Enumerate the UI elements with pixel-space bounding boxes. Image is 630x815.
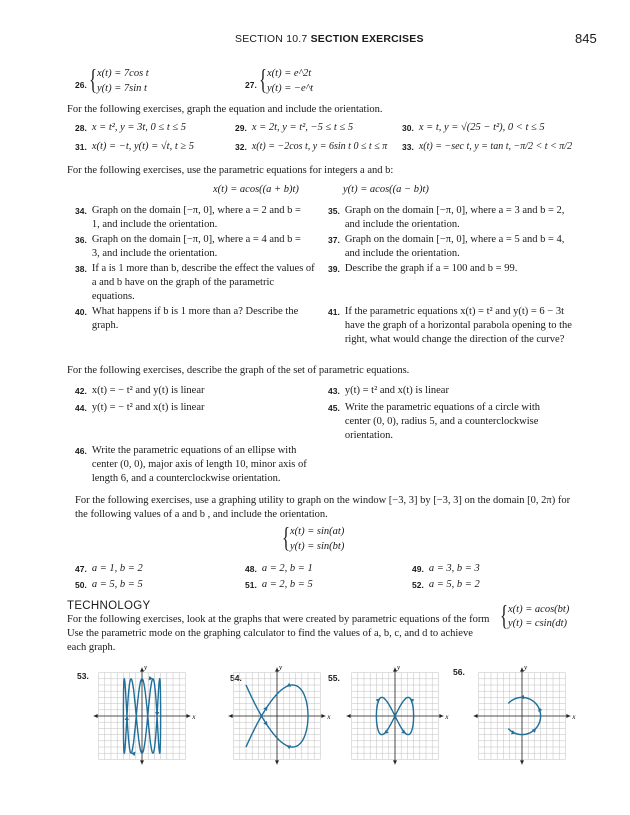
graph-54: [225, 660, 330, 772]
exercise-46: [75, 444, 315, 486]
exercise-number: 41.: [328, 307, 340, 317]
curve: [508, 695, 542, 736]
y-axis-arrow: [393, 760, 397, 764]
exercise-33: [402, 140, 602, 154]
equation-line: y(t) = −e^t: [267, 83, 313, 94]
exercise-text: Describe the graph if a = 100 and b = 99.: [344, 263, 518, 274]
technology-instructions-3: each graph.: [67, 642, 116, 653]
page-number: 845: [575, 31, 597, 46]
exercise-40: [75, 305, 315, 333]
y-axis-arrow: [275, 760, 279, 764]
exercise-45: [328, 401, 568, 443]
exercise-number: 52.: [412, 580, 424, 590]
y-axis-label: y: [524, 663, 528, 672]
running-header: [235, 33, 424, 45]
graph-number: 55.: [328, 673, 340, 683]
exercise-number: 46.: [75, 446, 87, 456]
brace: {: [500, 601, 509, 632]
exercise-text: x(t) = −t, y(t) = √t, t ≥ 5: [91, 141, 195, 152]
exercise-number: 49.: [412, 564, 424, 574]
exercise-52: [412, 578, 552, 592]
exercise-text: a = 2, b = 1: [261, 563, 313, 574]
x-axis-arrow: [229, 714, 233, 718]
exercise-text: Graph on the domain [−π, 0], where a = 4 and b = 3, and include the orientation.: [91, 234, 301, 259]
exercise-text: If a is 1 more than b, describe the effect the values of a and b have on the graph of the parametric equations.: [91, 263, 315, 302]
exercise-text: x(t) = −sec t, y = tan t, −π/2 < t < π/2: [418, 141, 573, 152]
exercise-29: [235, 121, 400, 135]
x-axis-arrow: [321, 714, 325, 718]
equation-line: x(t) = e^2t: [267, 68, 312, 79]
exercise-text: Write the parametric equations of an ellipse with center (0, 0), major axis of length 10, minor axis of length 6, and a counterclockwise orientation.: [91, 445, 307, 484]
exercise-44: [75, 401, 315, 415]
y-axis-label: y: [397, 663, 401, 672]
y-axis-arrow: [140, 760, 144, 764]
exercise-number: 30.: [402, 123, 414, 133]
x-axis-label: x: [192, 713, 196, 721]
exercise-text: y(t) = − t² and x(t) is linear: [91, 402, 205, 413]
equation-y: y(t) = acos((a − b)t): [343, 184, 429, 195]
exercise-text: x(t) = − t² and y(t) is linear: [91, 385, 205, 396]
exercise-text: If the parametric equations x(t) = t² and y(t) = 6 − 3t have the graph of a horizontal parabola opening to the right, what would change the direction of the curve?: [344, 306, 572, 345]
exercise-number: 39.: [328, 264, 340, 274]
exercise-text: Write the parametric equations of a circle with center (0, 0), radius 5, and a counterclockwise orientation.: [344, 402, 541, 441]
exercise-number: 34.: [75, 206, 87, 216]
exercise-43: [328, 384, 568, 398]
exercise-41: [328, 305, 573, 347]
exercise-number: 50.: [75, 580, 87, 590]
exercise-35: [328, 204, 568, 232]
exercise-number: 43.: [328, 386, 340, 396]
section-number: SECTION 10.7: [235, 33, 308, 45]
exercise-text: Graph on the domain [−π, 0], where a = 2 and b = 1, and include the orientation.: [91, 205, 301, 230]
exercise-42: [75, 384, 315, 398]
equation-line: y(t) = 7sin t: [97, 83, 147, 94]
exercise-text: Graph on the domain [−π, 0], where a = 3 and b = 2, and include the orientation.: [344, 205, 565, 230]
brace: {: [282, 523, 291, 554]
exercise-32: [235, 140, 400, 154]
exercise-number: 35.: [328, 206, 340, 216]
section-title: SECTION EXERCISES: [310, 33, 424, 45]
exercise-text: x = t, y = √(25 − t²), 0 < t ≤ 5: [418, 122, 545, 133]
exercise-number: 31.: [75, 142, 87, 152]
exercise-47: [75, 562, 215, 576]
x-axis-arrow: [439, 714, 443, 718]
graph-53: [85, 660, 200, 772]
x-axis-arrow: [566, 714, 570, 718]
exercise-text: Graph on the domain [−π, 0], where a = 5 and b = 4, and include the orientation.: [344, 234, 565, 259]
exercise-text: a = 5, b = 2: [428, 579, 480, 590]
instructions-graphing-utility: For the following exercises, use a graphing utility to graph on the window [−3, 3] by [−3, 3] on the domain [0, 2π) for the following values of a and b , and include the orientation.: [75, 495, 571, 520]
exercise-text: a = 1, b = 2: [91, 563, 143, 574]
exercise-number: 44.: [75, 403, 87, 413]
brace: {: [259, 65, 268, 96]
exercise-number: 36.: [75, 235, 87, 245]
y-axis-label: y: [279, 663, 283, 672]
equation-line: x(t) = sin(at): [290, 526, 345, 537]
exercise-text: a = 5, b = 5: [91, 579, 143, 590]
exercise-number: 26.: [75, 80, 87, 90]
exercise-number: 33.: [402, 142, 414, 152]
grid: [347, 664, 450, 765]
x-axis-label: x: [572, 713, 576, 721]
exercise-49: [412, 562, 552, 576]
orientation-arrow: [125, 716, 130, 720]
exercise-number: 32.: [235, 142, 247, 152]
equation-line: y(t) = csin(dt): [508, 618, 567, 629]
technology-heading: TECHNOLOGY: [67, 600, 151, 612]
x-axis-arrow: [186, 714, 190, 718]
x-axis-arrow: [94, 714, 98, 718]
y-axis-label: y: [144, 663, 148, 672]
orientation-arrow: [155, 712, 160, 716]
technology-instructions-2: Use the parametric mode on the graphing calculator to find the values of a, b, c, and d to achieve: [67, 628, 473, 639]
orientation-arrow: [537, 706, 543, 712]
orientation-arrow: [286, 683, 292, 689]
exercise-number: 28.: [75, 123, 87, 133]
equation-line: y(t) = sin(bt): [290, 541, 345, 552]
grid: [229, 664, 332, 765]
x-axis-label: x: [327, 713, 331, 721]
exercise-number: 37.: [328, 235, 340, 245]
orientation-arrow: [286, 744, 292, 750]
exercise-37: [328, 233, 568, 261]
graph-number: 56.: [453, 667, 465, 677]
technology-instructions-1: For the following exercises, look at the graphs that were created by parametric equations of the form: [67, 614, 490, 625]
exercise-50: [75, 578, 215, 592]
x-axis-label: x: [445, 713, 449, 721]
graph-56: [465, 660, 580, 772]
exercise-number: 48.: [245, 564, 257, 574]
instructions-integers: For the following exercises, use the parametric equations for integers a and b:: [67, 165, 394, 176]
exercise-51: [245, 578, 385, 592]
equation-line: x(t) = acos(bt): [508, 604, 570, 615]
exercise-text: What happens if b is 1 more than a? Describe the graph.: [91, 306, 299, 331]
graph-55: [340, 660, 450, 772]
exercise-30: [402, 121, 602, 135]
exercise-number: 47.: [75, 564, 87, 574]
exercise-text: a = 3, b = 3: [428, 563, 480, 574]
x-axis-arrow: [474, 714, 478, 718]
exercise-number: 27.: [245, 80, 257, 90]
exercise-34: [75, 204, 305, 232]
exercise-text: x = t², y = 3t, 0 ≤ t ≤ 5: [91, 122, 186, 133]
instructions-describe: For the following exercises, describe the graph of the set of parametric equations.: [67, 365, 410, 376]
exercise-number: 40.: [75, 307, 87, 317]
graph-number: 53.: [77, 671, 89, 681]
equation-line: x(t) = 7cos t: [97, 68, 149, 79]
exercise-number: 45.: [328, 403, 340, 413]
exercise-31: [75, 140, 235, 154]
grid: [474, 664, 577, 765]
exercise-36: [75, 233, 305, 261]
y-axis-arrow: [520, 760, 524, 764]
exercise-number: 42.: [75, 386, 87, 396]
exercise-text: y(t) = t² and x(t) is linear: [344, 385, 449, 396]
exercise-39: [328, 262, 568, 276]
exercise-text: x = 2t, y = t², −5 ≤ t ≤ 5: [251, 122, 354, 133]
exercise-text: a = 2, b = 5: [261, 579, 313, 590]
exercise-28: [75, 121, 235, 135]
brace: {: [89, 65, 98, 96]
instructions-graph: For the following exercises, graph the equation and include the orientation.: [67, 104, 383, 115]
exercise-text: x(t) = −2cos t, y = 6sin t 0 ≤ t ≤ π: [251, 141, 388, 152]
exercise-number: 38.: [75, 264, 87, 274]
exercise-number: 29.: [235, 123, 247, 133]
equation-x: x(t) = acos((a + b)t): [213, 184, 299, 195]
grid: [94, 664, 197, 765]
exercise-48: [245, 562, 385, 576]
x-axis-arrow: [347, 714, 351, 718]
exercise-number: 51.: [245, 580, 257, 590]
exercise-38: [75, 262, 315, 304]
graph-number: 54.: [230, 673, 242, 683]
